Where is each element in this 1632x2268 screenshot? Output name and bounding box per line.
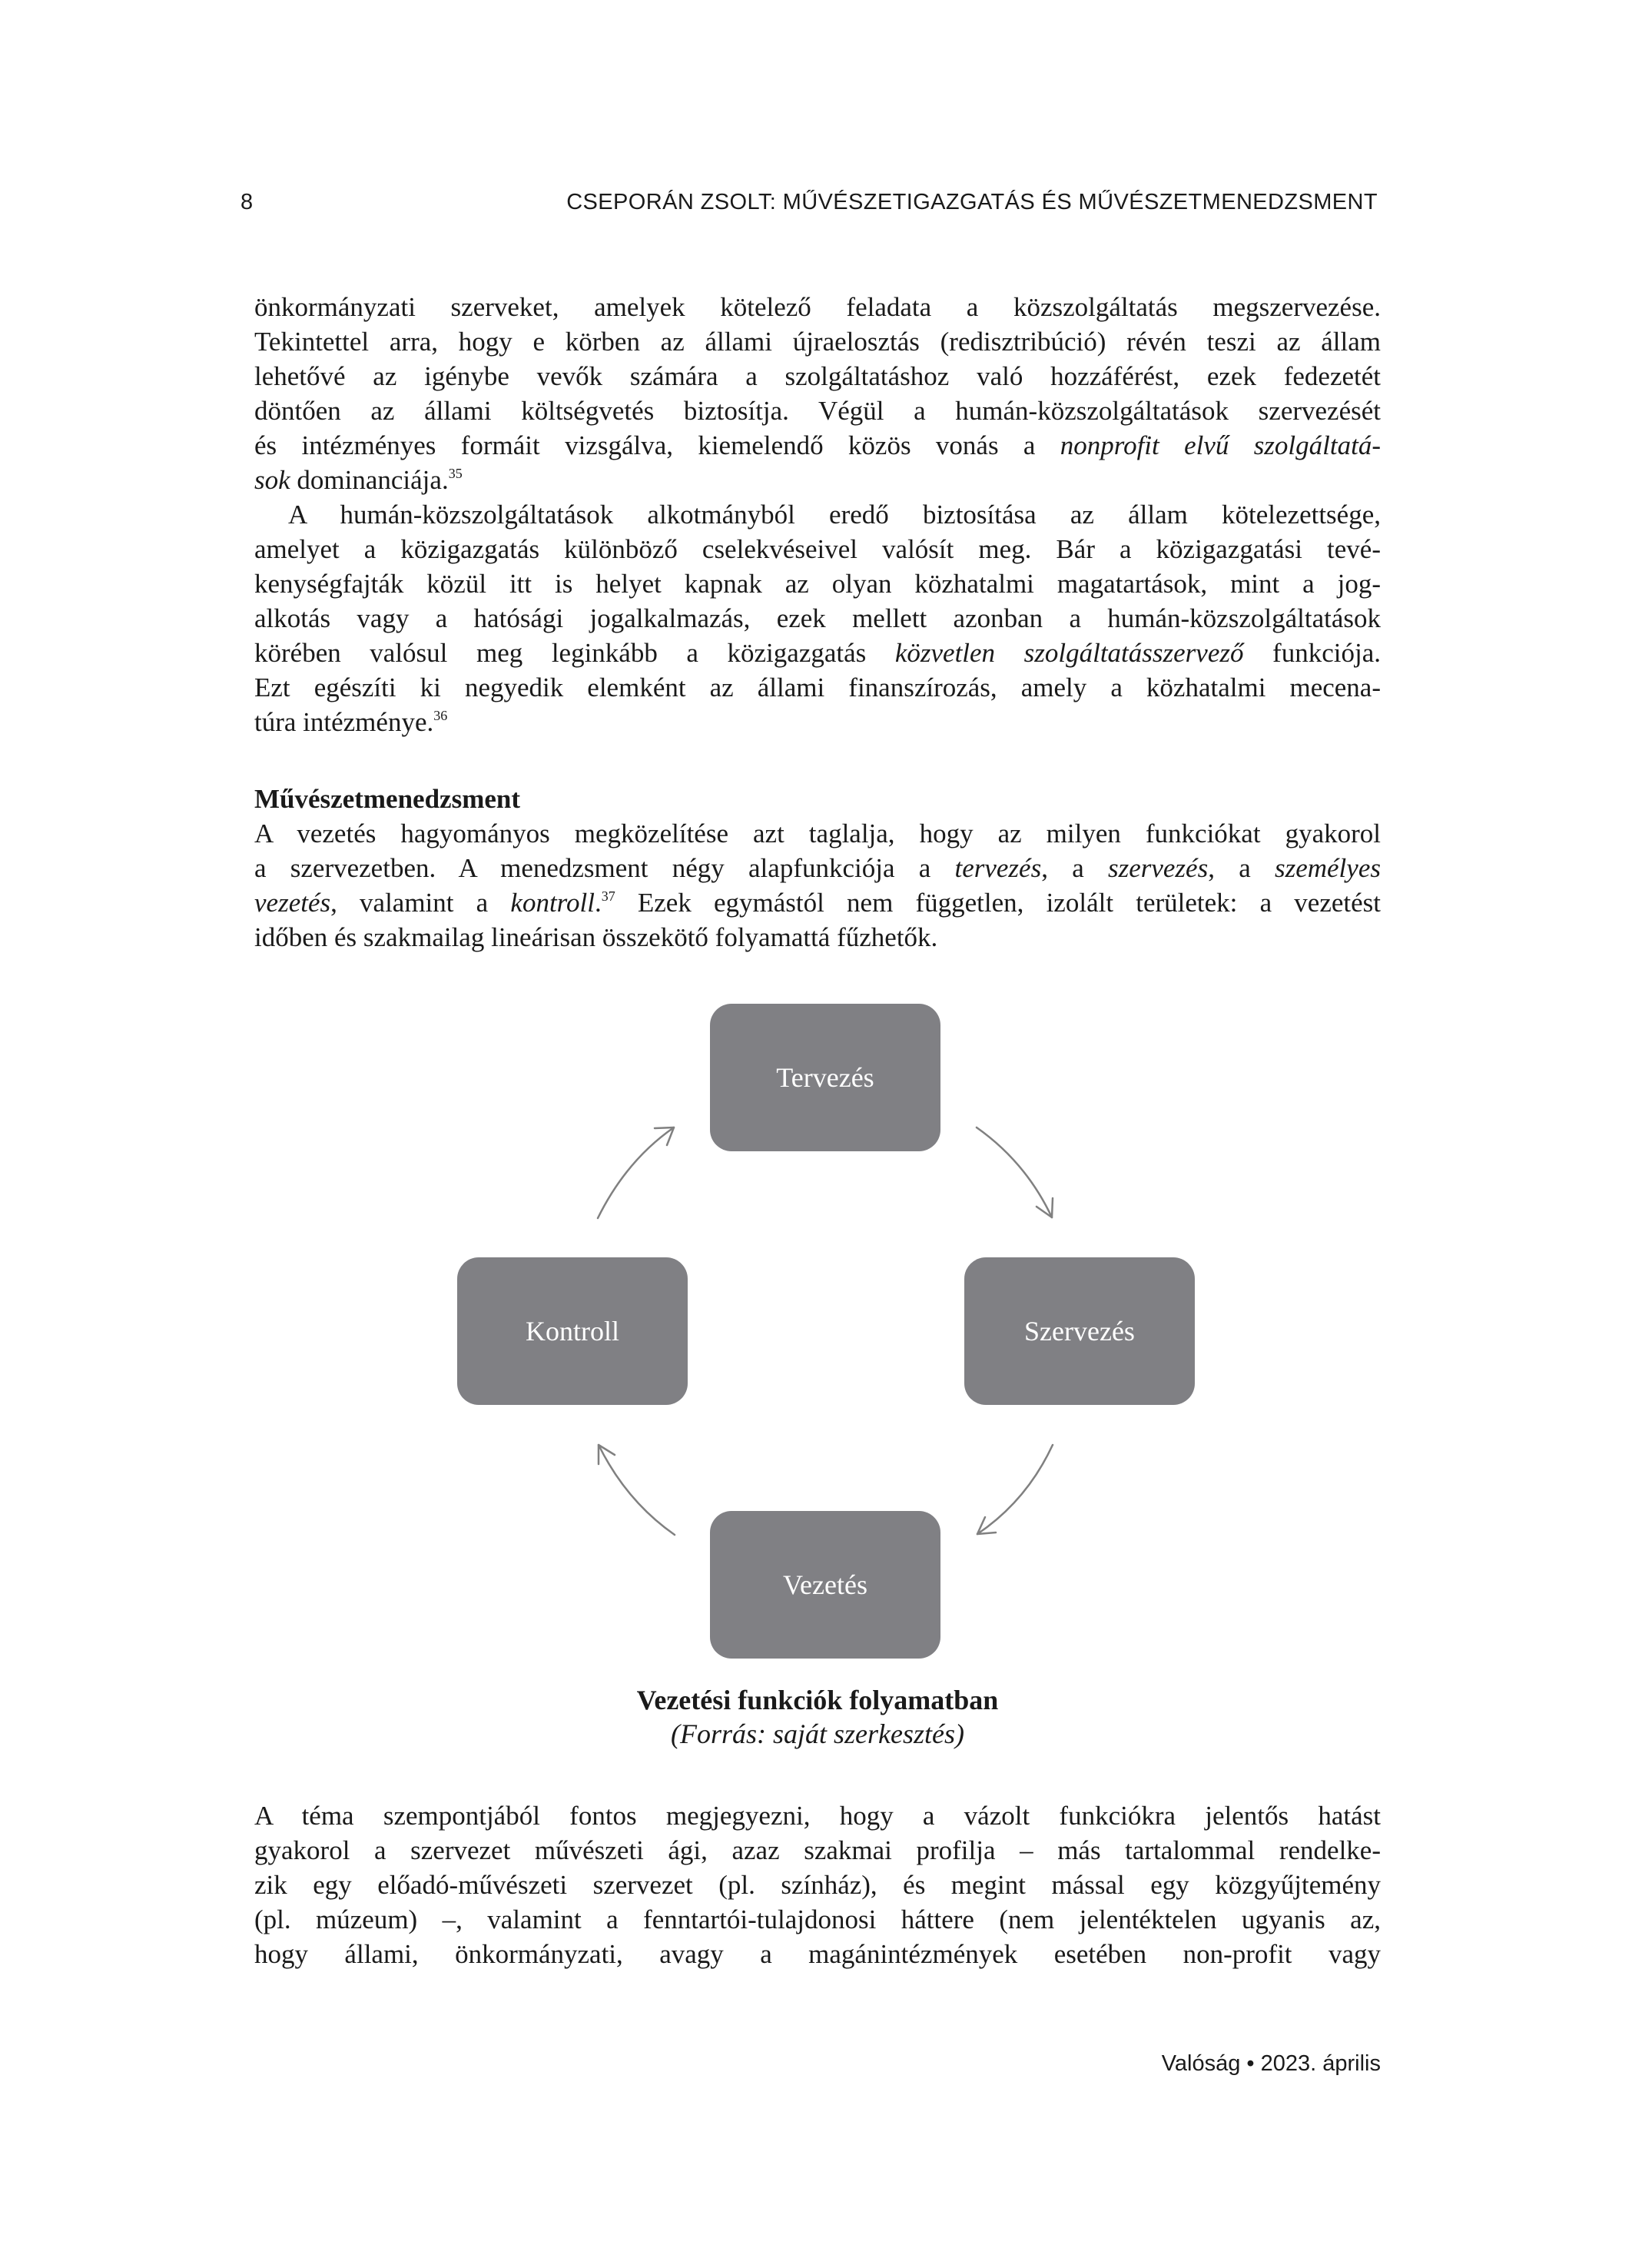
arrow-icon — [977, 1445, 1053, 1534]
italic-run: szervezés — [1107, 853, 1209, 883]
footnote-ref[interactable]: 36 — [433, 708, 448, 723]
text-line — [254, 705, 1381, 739]
text-line: lehetővé az igénybe vevők számára a szolgáltatáshoz való hozzáférést, ezek fedezetét — [254, 361, 1381, 391]
text-run: a szervezetben. A menedzsment négy alapfunkciója a — [254, 853, 955, 883]
text-line: A téma szempontjából fontos megjegyezni, hogy a vázolt funkciókra jelentős hatást — [254, 1801, 1381, 1831]
running-head-title: CSEPORÁN ZSOLT: MŰVÉSZETIGAZGATÁS ÉS MŰVÉSZETMENEDZSMENT — [566, 190, 1378, 214]
arrowhead-icon — [1037, 1198, 1053, 1217]
text-line — [254, 428, 1381, 463]
text-line — [254, 636, 1381, 670]
text-line: időben és szakmailag lineárisan összekötő folyamattá fűzhetők. — [254, 922, 938, 952]
text-line — [254, 463, 1381, 497]
text-line: hogy állami, önkormányzati, avagy a magánintézmények esetében non-profit vagy — [254, 1939, 1381, 1969]
node-szervezes: Szervezés — [964, 1257, 1195, 1405]
text-line: kenységfajták közül itt is helyet kapnak az olyan közhatalmi magatartások, mint a jog- — [254, 569, 1381, 599]
arrowhead-icon — [599, 1445, 615, 1464]
text-line: (pl. múzeum) –, valamint a fenntartói-tulajdonosi háttere (nem jelentéktelen ugyanis az, — [254, 1904, 1381, 1934]
page-footer: Valóság • 2023. április — [1161, 2051, 1381, 2076]
node-tervezes: Tervezés — [710, 1004, 940, 1151]
text-run: és intézményes formáit vizsgálva, kiemelendő közös vonás a — [254, 430, 1060, 460]
node-vezetes: Vezetés — [710, 1511, 940, 1659]
text-line: alkotás vagy a hatósági jogalkalmazás, ezek mellett azonban a humán-közszolgáltatások — [254, 603, 1381, 633]
text-run: . — [594, 888, 602, 918]
arrowhead-icon — [655, 1127, 674, 1145]
footnote-ref[interactable]: 37 — [601, 888, 615, 904]
section-heading: Művészetmenedzsment — [254, 784, 521, 814]
text-run: , a — [1041, 853, 1108, 883]
text-run: , a — [1208, 853, 1275, 883]
italic-run: tervezés — [954, 853, 1042, 883]
text-line: döntően az állami költségvetés biztosítja. Végül a humán-közszolgáltatások szervezését — [254, 396, 1381, 426]
text-line: A humán-közszolgáltatások alkotmányból eredő biztosítása az állam kötelezettsége, — [288, 500, 1381, 530]
text-line: önkormányzati szerveket, amelyek kötelező feladata a közszolgáltatás megszervezése. — [254, 292, 1381, 322]
arrow-icon — [598, 1127, 674, 1218]
arrow-icon — [977, 1127, 1052, 1217]
text-line: A vezetés hagyományos megközelítése azt taglalja, hogy az milyen funkciókat gyakorol — [254, 819, 1381, 848]
page-number: 8 — [240, 190, 254, 214]
section-muveszetmenedzsment — [254, 782, 1381, 955]
arrowhead-icon — [977, 1517, 996, 1534]
text-run: , valamint a — [330, 888, 511, 918]
text-run: Ezek egymástól nem független, izolált területek: a vezetést — [615, 888, 1381, 918]
italic-run: nonprofit elvű szolgáltatá- — [1060, 430, 1381, 460]
text-line: Ezt egészíti ki negyedik elemként az állami finanszírozás, amely a közhatalmi mecena- — [254, 672, 1381, 702]
running-head — [240, 189, 1378, 215]
italic-run: sok — [254, 465, 290, 495]
text-line: Tekintettel arra, hogy e körben az állami újraelosztás (redisztribúció) révén teszi az állam — [254, 327, 1381, 357]
figure-caption — [254, 1683, 1381, 1751]
figure-source: (Forrás: saját szerkesztés) — [671, 1718, 964, 1749]
text-line: amelyet a közigazgatás különböző cselekvéseivel valósít meg. Bár a közigazgatási tevé- — [254, 534, 1381, 564]
paragraph-2 — [254, 497, 1381, 739]
paragraph-1 — [254, 290, 1381, 497]
italic-run: vezetés — [254, 888, 331, 918]
node-kontroll: Kontroll — [457, 1257, 688, 1405]
text-line — [254, 885, 1381, 920]
text-run: dominanciája. — [290, 465, 449, 495]
text-run: túra intézménye. — [254, 707, 434, 737]
text-line — [254, 851, 1381, 885]
figure-title: Vezetési funkciók folyamatban — [636, 1685, 999, 1715]
italic-run: kontroll — [510, 888, 595, 918]
paragraph-3 — [254, 1798, 1381, 1971]
text-line: gyakorol a szervezet művészeti ági, azaz szakmai profilja – más tartalommal rendelke- — [254, 1835, 1381, 1865]
italic-run: személyes — [1274, 853, 1381, 883]
text-run: körében valósul meg leginkább a közigazgatás — [254, 638, 895, 668]
text-run: funkciója. — [1243, 638, 1381, 668]
footnote-ref[interactable]: 35 — [448, 466, 463, 481]
italic-run: közvetlen szolgáltatásszervező — [894, 638, 1244, 668]
text-line: zik egy előadó-művészeti szervezet (pl. színház), és megint mással egy közgyűjtemény — [254, 1870, 1381, 1900]
arrow-icon — [599, 1445, 675, 1535]
